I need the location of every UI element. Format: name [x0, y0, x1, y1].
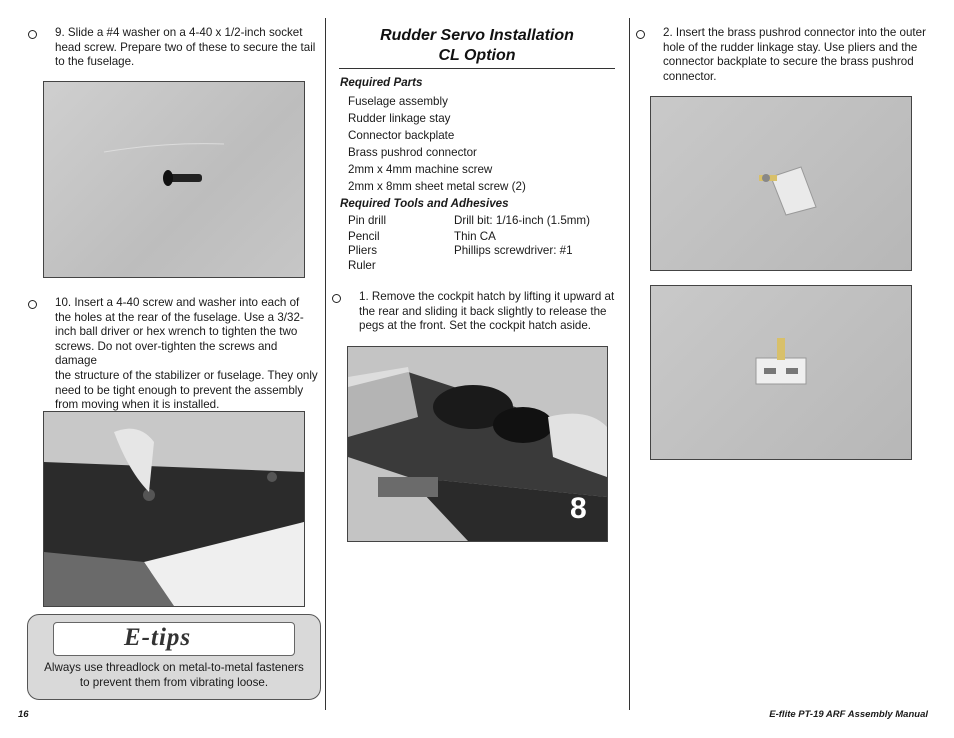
tool-item: Pin drill	[348, 214, 387, 227]
required-tools-label: Required Tools and Adhesives	[340, 197, 509, 210]
checkbox-icon[interactable]	[332, 294, 341, 303]
step-2-text: 2. Insert the brass pushrod connector into the outer hole of the rudder linkage stay. Use pliers and the connector backplate to secure the brass pushrod connector.	[663, 26, 926, 83]
step-1-text: 1. Remove the cockpit hatch by lifting it upward at the rear and sliding it back slightly to release the pegs at the front. Set the cockpit hatch aside.	[359, 290, 615, 333]
tool-item: Pencil	[348, 230, 380, 243]
photo-connector-backplate	[650, 285, 912, 460]
part-item: 2mm x 8mm sheet metal screw (2)	[348, 180, 526, 193]
column-rule-left	[325, 18, 326, 710]
linkage-stay-illustration	[651, 97, 911, 270]
section-heading: Rudder Servo Installation CL Option	[380, 27, 574, 64]
screw-washer-illustration	[44, 82, 304, 277]
heading-rule	[339, 68, 615, 69]
step-10-text: 10. Insert a 4-40 screw and washer into each of the holes at the rear of the fuselage. Use a 3/32- inch ball driver or hex wrench to tighten the two screws. Do not over-tighten the screws and damage the structure of the stabilizer or fuselage. They only need to be tight enough to prevent the assembly from moving when it is installed.	[55, 296, 318, 412]
e-tips-text: Always use threadlock on metal-to-metal fasteners to prevent them from vibrating loose.	[44, 661, 304, 689]
checkbox-icon[interactable]	[636, 30, 645, 39]
tool-item: Pliers	[348, 244, 377, 257]
cockpit-hatch-illustration	[348, 347, 607, 541]
photo-tail-screws	[43, 411, 305, 607]
tool-item: Ruler	[348, 259, 376, 272]
part-item: Brass pushrod connector	[348, 146, 477, 159]
part-item: Fuselage assembly	[348, 95, 448, 108]
tool-item: Phillips screwdriver: #1	[454, 244, 573, 257]
photo-screw-washer	[43, 81, 305, 278]
part-item: 2mm x 4mm machine screw	[348, 163, 493, 176]
e-tips-box	[27, 614, 321, 700]
part-item: Rudder linkage stay	[348, 112, 451, 125]
step-9-text: 9. Slide a #4 washer on a 4-40 x 1/2-inch socket head screw. Prepare two of these to secure the tail to the fuselage.	[55, 26, 316, 69]
part-item: Connector backplate	[348, 129, 455, 142]
checkbox-icon[interactable]	[28, 300, 37, 309]
tool-item: Thin CA	[454, 230, 496, 243]
manual-title: E-flite PT-19 ARF Assembly Manual	[769, 709, 928, 720]
aircraft-decal-number: 8	[570, 492, 587, 525]
tool-item: Drill bit: 1/16-inch (1.5mm)	[454, 214, 590, 227]
e-tips-logo	[53, 622, 295, 656]
page-number: 16	[18, 709, 29, 720]
photo-cockpit-hatch	[347, 346, 608, 542]
tail-screws-illustration	[44, 412, 304, 606]
required-parts-label: Required Parts	[340, 76, 423, 89]
e-tips-logo-text: E-tips	[124, 624, 192, 651]
column-rule-right	[629, 18, 630, 710]
photo-linkage-stay	[650, 96, 912, 271]
connector-backplate-illustration	[651, 286, 911, 459]
checkbox-icon[interactable]	[28, 30, 37, 39]
